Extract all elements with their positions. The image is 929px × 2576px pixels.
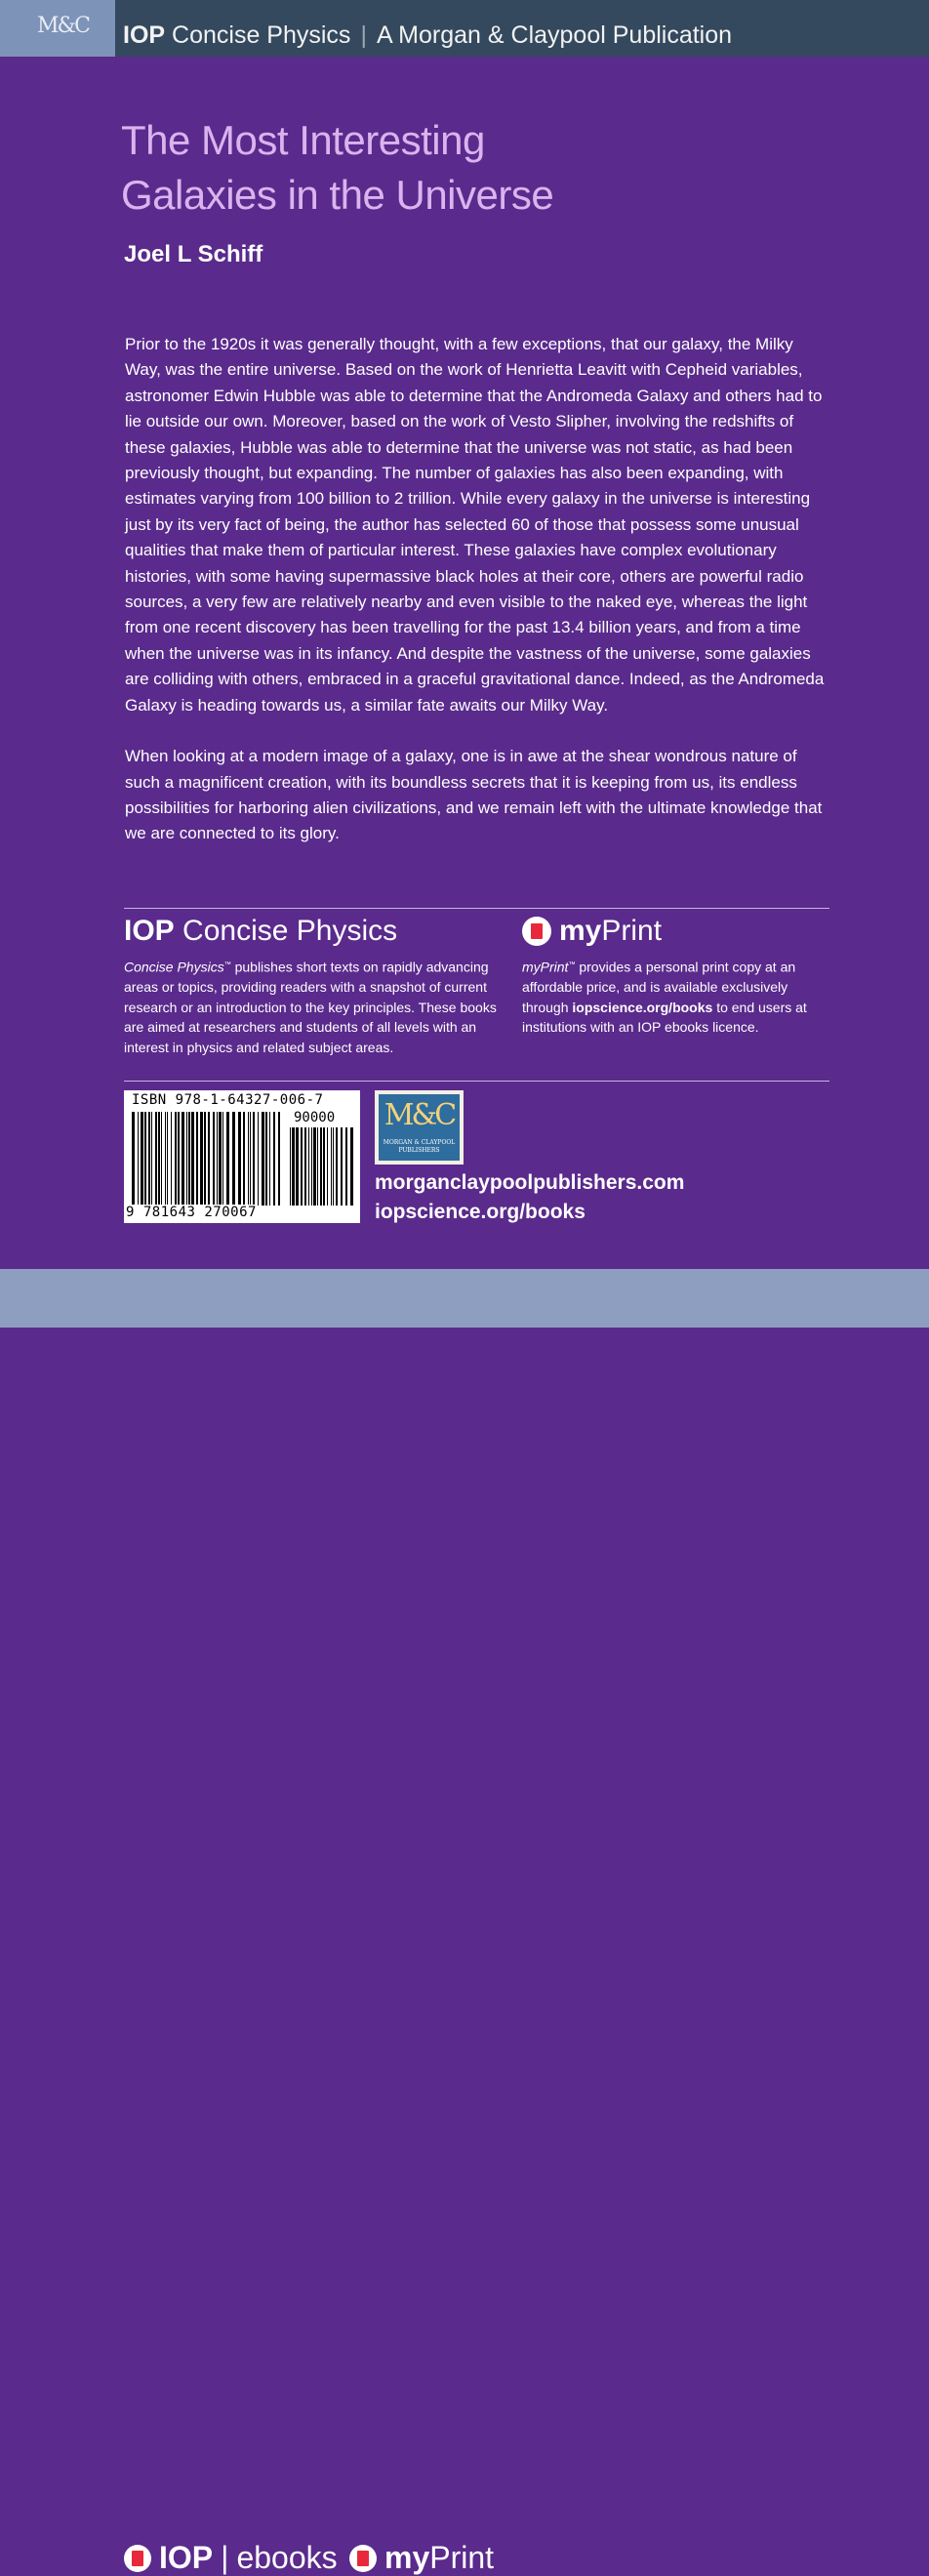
barcode-bar <box>132 1112 135 1206</box>
myprint-description <box>522 956 825 1038</box>
iop-concise-description <box>124 956 500 1058</box>
iop-desc-italic: Concise Physics <box>124 959 224 975</box>
publisher-url[interactable]: morganclaypoolpublishers.com <box>375 1171 685 1194</box>
barcode-bar <box>158 1112 160 1206</box>
barcode-bars <box>132 1112 283 1206</box>
barcode-bar <box>213 1112 215 1206</box>
barcode-bar <box>238 1112 241 1206</box>
barcode-bar <box>161 1112 162 1206</box>
footer-my: my <box>384 2540 430 2575</box>
barcode-bar <box>222 1112 223 1206</box>
barcode-bar <box>296 1127 299 1206</box>
barcode-bar <box>308 1127 309 1206</box>
barcode-bar <box>323 1127 325 1206</box>
ean-number: 9 781643 270067 <box>126 1205 257 1220</box>
barcode-bar <box>186 1112 187 1206</box>
barcode-bar <box>178 1112 180 1206</box>
barcode-bar <box>226 1112 229 1206</box>
bottom-band <box>0 1269 929 2575</box>
series-line <box>123 21 732 50</box>
barcode-bar <box>232 1112 235 1206</box>
barcode-bar <box>151 1112 152 1206</box>
barcode-bar <box>165 1112 166 1206</box>
barcode-bar <box>258 1112 259 1206</box>
abstract-paragraph-1: Prior to the 1920s it was generally thought, with a few exceptions, that our galaxy, the Milky Way, was the entire universe. Based on the work of Henrietta Leavitt with Cepheid variables, astronomer Edwin Hubble was able to determine that the Andromeda Galaxy and others had to lie outside our own. Moreover, based on the work of Vesto Slipher, involving the redshifts of these galaxies, Hubble was able to determine that the universe was not static, as had been previously thought, but expanding. The number of galaxies has also been expanding, with estimates varying from 100 billion to 2 trillion. While every galaxy in the universe is interesting just by its very fact of being, the author has selected 60 of those that possess some unusual qualities that make them of particular interest. These galaxies have complex evolutionary histories, with some having supermassive black holes at their core, others are powerful radio sources, a very few are relatively nearby and even visible to the naked eye, whereas the light from one recent discovery has been travelling for the past 13.4 billion years, and from a time when the universe was in its infancy. And despite the vastness of the universe, some galaxies are colliding with others, embraced in a graceful gravitational dance. Indeed, as the Andromeda Galaxy is heading towards us, a similar fate awaits our Milky Way. <box>125 335 825 715</box>
book-author: Joel L Schiff <box>124 241 263 267</box>
barcode-bar <box>273 1112 275 1206</box>
publisher-name-line1: MORGAN & CLAYPOOL <box>383 1139 456 1146</box>
iop-desc-text: publishes short texts on rapidly advancing areas or topics, providing readers with a snapshot of current research or an introduction to the key principles. These books are aimed at researchers and students of all levels with an interest in physics and related subject areas. <box>124 959 497 1056</box>
publication-label: A Morgan & Claypool Publication <box>376 21 733 49</box>
abstract <box>125 332 828 847</box>
iop-brand: IOP <box>124 915 175 947</box>
series-name: Concise Physics <box>172 21 351 49</box>
barcode-bar <box>304 1127 306 1206</box>
barcode-bar <box>171 1112 172 1206</box>
divider-bottom <box>124 1081 829 1082</box>
barcode-bar <box>188 1112 190 1206</box>
barcode-bar <box>269 1112 270 1206</box>
myprint-desc-part2: to end users at institutions with an IOP ebooks licence. <box>522 999 807 1036</box>
barcode-bar <box>148 1112 150 1206</box>
barcode-bar <box>243 1112 245 1206</box>
iop-series-name: Concise Physics <box>182 915 398 947</box>
myprint-tm: ™ <box>568 961 576 968</box>
barcode-bar <box>138 1112 139 1206</box>
barcode-bar <box>265 1112 267 1206</box>
footer-iop-ebooks <box>124 2540 338 2576</box>
book-icon <box>522 917 551 946</box>
barcode-bar <box>182 1112 184 1206</box>
barcode-bar <box>301 1127 303 1206</box>
divider-top <box>124 908 829 909</box>
publisher-monogram: M&C <box>384 1098 455 1132</box>
price-code: 90000 <box>294 1110 336 1125</box>
iop-tm: ™ <box>223 961 231 968</box>
footer-myprint <box>349 2540 494 2576</box>
barcode-bar <box>320 1127 322 1206</box>
book-icon <box>349 2545 377 2572</box>
isbn-text: ISBN 978-1-64327-006-7 <box>132 1092 324 1108</box>
barcode-bar <box>327 1127 328 1206</box>
barcode-bar <box>248 1112 249 1206</box>
barcode-bar <box>144 1112 146 1206</box>
myprint-desc-italic: myPrint <box>522 959 569 975</box>
mc-logo-box <box>0 0 115 57</box>
barcode-bar <box>262 1112 264 1206</box>
barcode-bar <box>331 1127 332 1206</box>
barcode-bar <box>313 1127 316 1206</box>
barcode-bar <box>345 1127 347 1206</box>
barcode-bar <box>196 1112 198 1206</box>
barcode-bar <box>336 1127 338 1206</box>
barcode-bar <box>317 1127 318 1206</box>
book-icon <box>124 2545 151 2572</box>
iopscience-url[interactable]: iopscience.org/books <box>375 1201 586 1223</box>
publisher-logo <box>375 1090 464 1165</box>
footer-separator: | <box>221 2540 229 2575</box>
barcode-bar <box>219 1112 222 1206</box>
barcode-bar <box>350 1127 353 1206</box>
barcode-bar <box>175 1112 177 1206</box>
myprint-brand-print: Print <box>601 915 663 947</box>
barcode-bar <box>217 1112 218 1206</box>
book-title-line1: The Most Interesting <box>121 117 485 163</box>
barcode-bar <box>167 1112 168 1206</box>
top-band <box>0 0 929 57</box>
book-title-line2: Galaxies in the Universe <box>121 172 554 218</box>
barcode <box>124 1090 360 1223</box>
myprint-desc-link[interactable]: iopscience.org/books <box>572 999 713 1015</box>
addon-barcode-bars <box>290 1127 354 1206</box>
abstract-paragraph-2: When looking at a modern image of a galaxy, one is in awe at the shear wondrous nature of such a magnificent creation, with its boundless secrets that it is keeping from us, its endless possibilities for harboring alien civilizations, and we remain left with the ultimate knowledge that we are connected to its glory. <box>125 747 823 843</box>
myprint-brand-my: my <box>559 915 602 947</box>
book-title <box>121 113 553 223</box>
publisher-name <box>379 1139 460 1155</box>
barcode-bar <box>204 1112 206 1206</box>
series-separator: | <box>360 21 367 49</box>
barcode-bar <box>311 1127 312 1206</box>
publisher-logo-panel <box>379 1094 460 1161</box>
barcode-bar <box>333 1127 334 1206</box>
barcode-bar <box>250 1112 251 1206</box>
barcode-bar <box>292 1127 295 1206</box>
barcode-bar <box>200 1112 203 1206</box>
footer-print: Print <box>429 2540 495 2575</box>
barcode-bar <box>290 1127 291 1206</box>
barcode-bar <box>253 1112 255 1206</box>
footer-iop: IOP <box>159 2540 214 2575</box>
myprint-heading <box>522 915 662 948</box>
myprint-desc-part1: provides a personal print copy at an affordable price, and is available exclusively through <box>522 959 796 1015</box>
iop-concise-heading <box>124 915 397 948</box>
barcode-bar <box>155 1112 157 1206</box>
mc-logo: M&C <box>37 14 89 38</box>
barcode-bar <box>341 1127 343 1206</box>
barcode-bar <box>191 1112 194 1206</box>
series-brand: IOP <box>123 21 166 49</box>
publisher-name-line2: PUBLISHERS <box>398 1147 440 1154</box>
barcode-bar <box>208 1112 210 1206</box>
barcode-bar <box>278 1112 280 1206</box>
barcode-bar <box>141 1112 143 1206</box>
footer-ebooks: ebooks <box>236 2540 338 2575</box>
